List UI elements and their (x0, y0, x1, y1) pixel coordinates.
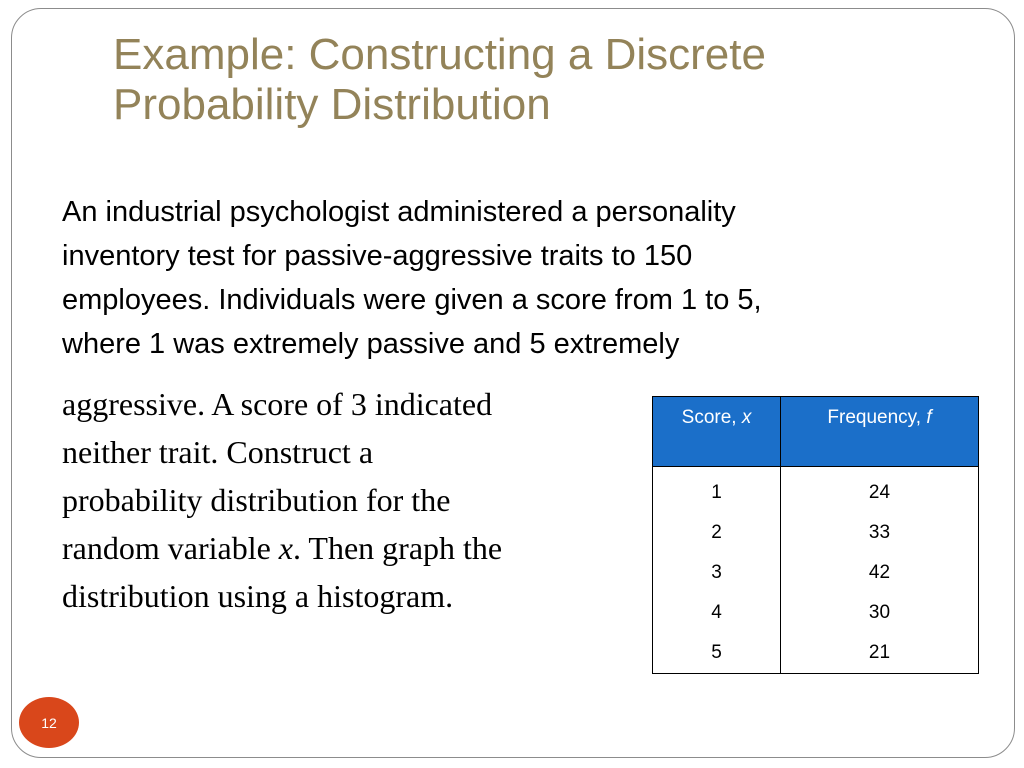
instruction-line-1: aggressive. A score of 3 indicated (62, 386, 493, 422)
table-row (653, 513, 979, 553)
intro-line-2: inventory test for passive-aggressive traits to 150 (62, 240, 693, 272)
score-cell: 3 (653, 553, 781, 593)
intro-line-1: An industrial psychologist administered a personality (62, 196, 736, 228)
title-line-2: Probability Distribution (113, 80, 551, 129)
table-header-row (653, 397, 979, 467)
score-cell: 4 (653, 593, 781, 633)
table-row (653, 467, 979, 514)
score-cell: 1 (653, 467, 781, 514)
table-row (653, 593, 979, 633)
intro-line-4: where 1 was extremely passive and 5 extremely (62, 328, 680, 360)
frequency-cell: 24 (868, 482, 891, 503)
frequency-cell: 30 (868, 602, 891, 623)
variable-x: x (278, 530, 293, 566)
instruction-line-5: distribution using a histogram. (62, 578, 454, 614)
title-line-1: Example: Constructing a Discrete (113, 30, 766, 79)
intro-paragraph (62, 190, 982, 366)
header-frequency: Frequency, f (781, 397, 979, 467)
instruction-line-4: random variable x. Then graph the (62, 530, 503, 566)
table-row (653, 553, 979, 593)
frequency-table (652, 396, 979, 674)
page-number-badge: 12 (19, 697, 79, 748)
frequency-cell: 42 (868, 562, 891, 583)
frequency-cell: 33 (868, 522, 891, 543)
slide-title (113, 30, 933, 130)
instruction-line-3: probability distribution for the (62, 482, 451, 518)
score-cell: 2 (653, 513, 781, 553)
header-score: Score, x (653, 397, 781, 467)
score-cell: 5 (653, 633, 781, 674)
instruction-paragraph (62, 380, 622, 620)
table-row (653, 633, 979, 674)
intro-line-3: employees. Individuals were given a score from 1 to 5, (62, 284, 762, 316)
instruction-line-2: neither trait. Construct a (62, 434, 374, 470)
frequency-cell: 21 (868, 642, 891, 663)
